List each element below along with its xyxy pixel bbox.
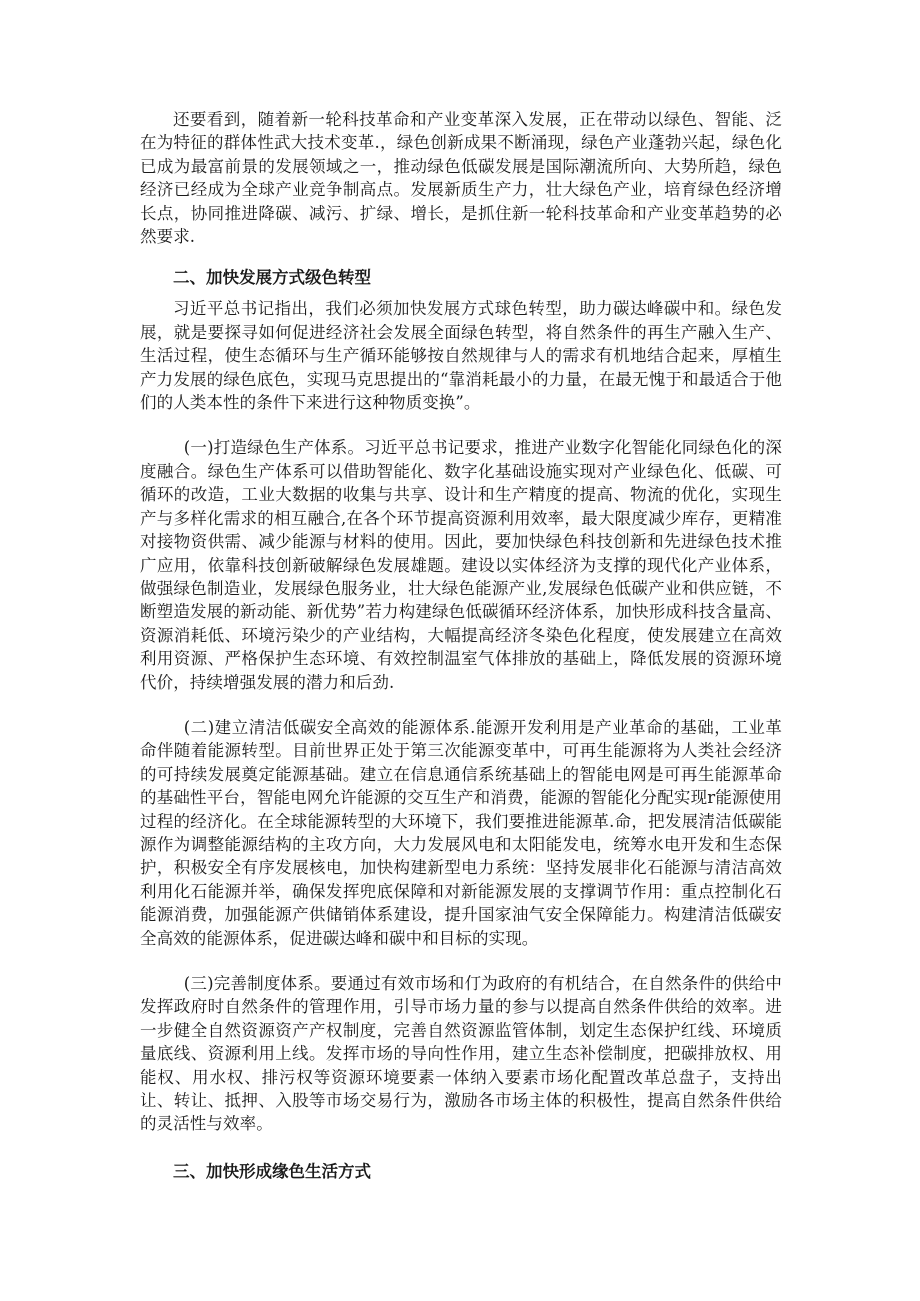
document-body [140, 108, 782, 1183]
paragraph-energy-system: (二)建立清洁低碳安全高效的能源体系.能源开发利用是产业革命的基础，工业革命伴随着能源转型。目前世界正处于第三次能源变革中，可再生能源将为人类社会经济的可持续发展奠定能源基础。建立在信息通信系统基础上的智能电网是可再生能源革命的基础性平台，智能电网允许能源的交互生产和消费，能源的智能化分配实现r能源使用过程的经济化。在全球能源转型的大环境下，我们要推进能源革.命，把发展清洁低碳能源作为调整能源结构的主攻方向，大力发展风电和太阳能发电，统筹水电开发和生态保护，积极安全有序发展核电，加快构建新型电力系统：坚持发展非化石能源与清洁高效利用化石能源并举，确保发挥兜底保障和对新能源发展的支撑调节作用：重点控制化石能源消费，加强能源产供储销体系建设，提升国家油气安全保障能力。构建清洁低碳安全高效的能源体系，促进碳达峰和碳中和目标的实现。 [140, 717, 782, 948]
paragraph-institutional-system: (三)完善制度体系。要通过有效市场和仃为政府的有机结合，在自然条件的供给中发挥政府时自然条件的管理作用，引导市场力量的参与以提高自然条件供给的效率。进一步健全自然资源资产产权制度，完善自然资源监管体制，划定生态保护红线、环境质量底线、资源利用上线。发挥市场的导向性作用，建立生态补偿制度，把碳排放权、用能权、用水权、排污权等资源环境要素一体纳入要素市场化配置改革总盘子，支持出让、转让、抵押、入股等市场交易行为，激励各市场主体的积极性，提高自然条件供给的灵活性与效率。 [140, 974, 782, 1134]
section-heading-3: 三、加快形成缘色生活方式 [173, 1161, 371, 1181]
paragraph-tech-revolution: 还要看到，随着新一轮科技革命和产业变革深入发展，正在带动以绿色、智能、泛在为特征的群体性武大技术变革.，绿色创新成果不断涌现，绿色产业蓬勃兴起，绿色化已成为最富前景的发展领域之一，推动绿色低碳发展是国际潮流所向、大势所趋，绿色经济已经成为全球产业竞争制高点。发展新质生产力，壮大绿色产业，培育绿色经济增长点，协同推进降碳、减污、扩绿、增长，是抓住新一轮科技革命和产业变革趋势的必然要求. [140, 110, 782, 247]
paragraph-green-production-system: (一)打造绿色生产体系。习近平总书记要求，推进产业数字化智能化同绿色化的深度融合。绿色生产体系可以借助智能化、数字化基础设施实现对产业绿色化、低碳、可循环的改造，工业大数据的收集与共享、设计和生产精度的提高、物流的优化，实现生产与多样化需求的相互融合,在各个环节提高资源利用效率，最大限度减少库存，更精准对接物资供需、减少能源与材料的使用。因此，要加快绿色科技创新和先进绿色技术推广应用，依靠科技创新破解绿色发展雄题。建设以实体经济为支撑的现代化产业体系，做强绿色制造业，发展绿色服务业，壮大绿色能源产业,发展绿色低碳产业和供应链，不断塑造发展的新动能、新优势”若力构建绿色低碳循环经济体系，加快形成科技含量高、资源消耗低、环境污染少的产业结构，大幅提高经济冬染色化程度，使发展建立在高效利用资源、严格保护生态环境、有效控制温室气体排放的基础上，降低发展的资源环境代价，持续增强发展的潜力和后劲. [140, 438, 782, 692]
section-heading-2: 二、加快发展方式级色转型 [173, 268, 371, 288]
paragraph-green-transformation: 习近平总书记指出，我们必须加快发展方式球色转型，助力碳达峰碳中和。绿色发展，就是要探寻如何促进经济社会发展全面绿色转型，将自然条件的再生产融入生产、生活过程，使生态循环与生产循环能够按自然规律与人的需求有机地结合起来，厚植生产力发展的绿色底色，实现马克思提出的“靠消耗最小的力量，在最无愧于和最适合于他们的人类本性的条件下来进行这种物质变换”。 [140, 299, 782, 413]
